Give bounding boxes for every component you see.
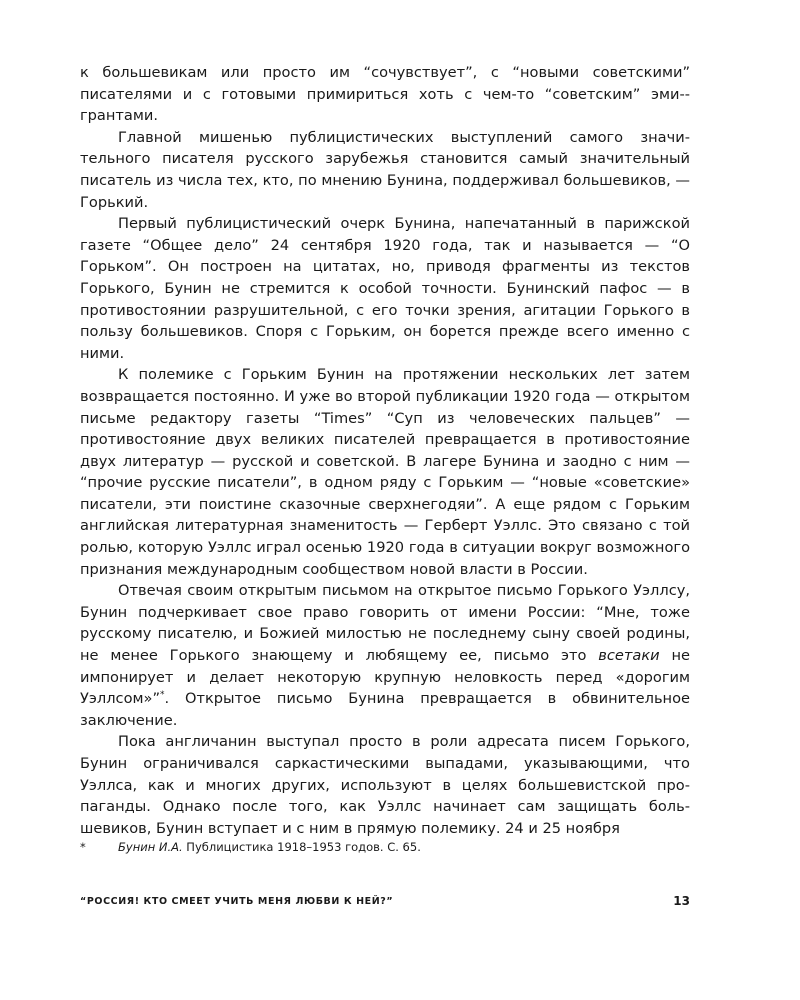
footnote-reference[interactable]: * <box>160 690 165 701</box>
paragraph-5-text-c: . Открытое письмо Бунина превращается в обвинительное заключение. <box>80 690 690 729</box>
paragraph-4: К полемике с Горьким Бунин на протяжении нескольких лет затем возвращается постоянно. И уже во второй публикации 1920 года — открытом письме редактору газеты “Times” “Суп из человеческих пальцев” — противостояние двух великих писателей превращается в противостояние двух литератур — русской и советской. В лагере Бунина и заодно с ним — “прочие русские писатели”, в одном ряду с Горьким — “новые «советские» писатели, эти поистине сказочные сверхнегодяи”. А еще рядом с Горьким английская литературная знаменитость — Герберт Уэллс. Это связано с той ролью, которую Уэллс играл осенью 1920 года в ситуации вокруг возможного признания международным сообществом новой власти в России. <box>80 366 690 578</box>
paragraph-1: к большевикам или просто им “сочувствует”, с “новыми советскими” писателями и с готовыми примириться хоть с чем-то “советским” эми-грантами. <box>80 64 690 125</box>
paragraph-2: Главной мишенью публицистических выступлений самого значительного писателя русского зарубежья становится самый значительный писатель из числа тех, кто, по мнению Бунина, поддерживал большевиков, — Горький. <box>80 128 690 211</box>
main-text <box>80 62 690 839</box>
page-number: 13 <box>673 894 690 908</box>
footnote-mark: * <box>80 840 86 854</box>
paragraph-5-text-a: Отвечая своим открытым письмом на открытое письмо Горького Уэллсу, Бунин подчеркивает свое право говорить от имени России: “Мне, тоже русскому писателю, и Божией милостью не последнему сыну своей родины, не менее Горького знающему и любящему ее, письмо это <box>80 582 690 665</box>
paragraph-5-text-b: не импонирует и делает некоторую крупную неловкость перед «дорогим Уэллсом»” <box>80 647 690 708</box>
footnote-text <box>118 839 421 855</box>
footnote-author: Бунин И.А. <box>118 840 183 854</box>
paragraph-6: Пока англичанин выступал просто в роли адресата писем Горького, Бунин ограничивался саркастическими выпадами, указывающими, что Уэллса, как и многих других, используют в целях большевистской пропаганды. Однако после того, как Уэллс начинает сам защищать большевиков, Бунин вступает и с ним в прямую полемику. 24 и 25 ноября <box>80 733 690 837</box>
paragraph-5-italic: всетаки <box>598 647 660 665</box>
footnote <box>80 839 690 855</box>
running-head: “РОССИЯ! КТО СМЕЕТ УЧИТЬ МЕНЯ ЛЮБВИ К НЕЙ?” <box>80 896 394 907</box>
footnote-source: Публицистика 1918–1953 годов. С. 65. <box>182 840 421 854</box>
paragraph-3: Первый публицистический очерк Бунина, напечатанный в парижской газете “Общее дело” 24 сентября 1920 года, так и называется — “О Горьком”. Он построен на цитатах, но, приводя фрагменты из текстов Горького, Бунин не стремится к особой точности. Бунинский пафос — в противостоянии разрушительной, с его точки зрения, агитации Горького в пользу большевиков. Споря с Горьким, он борется прежде всего именно с ними. <box>80 215 690 362</box>
paragraph-5 <box>80 580 690 731</box>
